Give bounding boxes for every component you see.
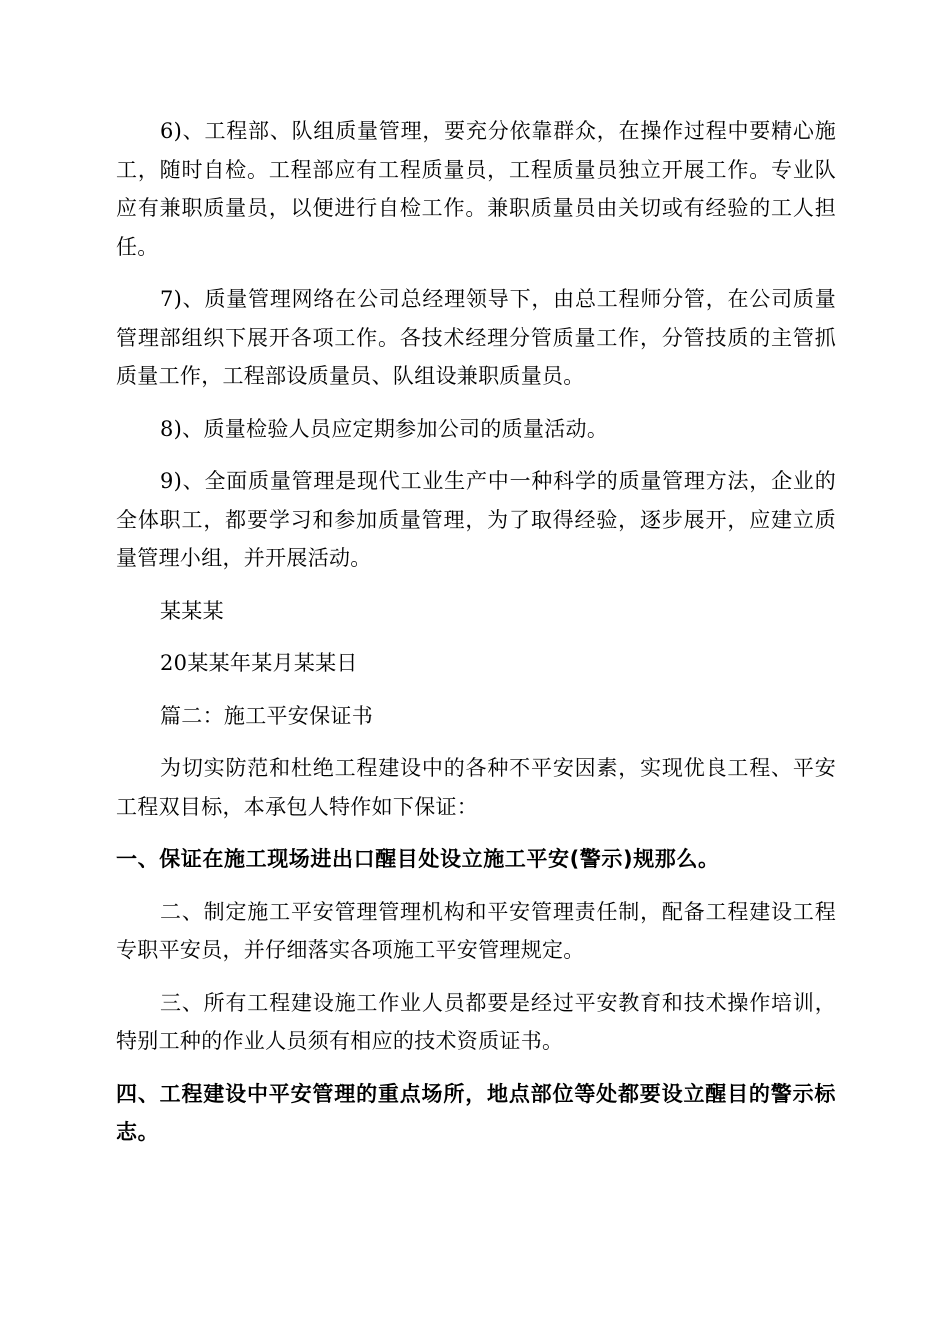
paragraph-7: 7)、质量管理网络在公司总经理领导下，由总工程师分管，在公司质量管理部组织下展开各项工作。各技术经理分管质量工作，分管技质的主管抓质量工作，工程部设质量员、队组设兼职质量员。 [116, 287, 836, 388]
paragraph-8: 8)、质量检验人员应定期参加公司的质量活动。 [160, 416, 609, 441]
item-three: 三、所有工程建设施工作业人员都要是经过平安教育和技术操作培训，特别工种的作业人员须有相应的技术资质证书。 [116, 990, 836, 1053]
item-four-bold: 四、工程建设中平安管理的重点场所，地点部位等处都要设立醒目的警示标志。 [116, 1081, 836, 1144]
paragraph-6: 6)、工程部、队组质量管理，要充分依靠群众，在操作过程中要精心施工，随时自检。工程部应有工程质量员，工程质量员独立开展工作。专业队应有兼职质量员，以便进行自检工作。兼职质量员由关切或有经验的工人担任。 [116, 119, 836, 259]
item-two: 二、制定施工平安管理管理机构和平安管理责任制，配备工程建设工程专职平安员，并仔细落实各项施工平安管理规定。 [116, 899, 836, 962]
section-title: 篇二：施工平安保证书 [160, 703, 373, 728]
intro-paragraph: 为切实防范和杜绝工程建设中的各种不平安因素，实现优良工程、平安工程双目标，本承包人特作如下保证： [116, 756, 836, 819]
signature-date: 20某某年某月某某日 [160, 651, 358, 675]
signature-name: 某某某 [160, 598, 224, 623]
item-one-bold: 一、保证在施工现场进出口醒目处设立施工平安(警示)规那么。 [116, 847, 720, 871]
paragraph-9: 9)、全面质量管理是现代工业生产中一种科学的质量管理方法，企业的全体职工，都要学习和参加质量管理，为了取得经验，逐步展开，应建立质量管理小组，并开展活动。 [116, 469, 836, 570]
document-page [116, 112, 836, 1152]
